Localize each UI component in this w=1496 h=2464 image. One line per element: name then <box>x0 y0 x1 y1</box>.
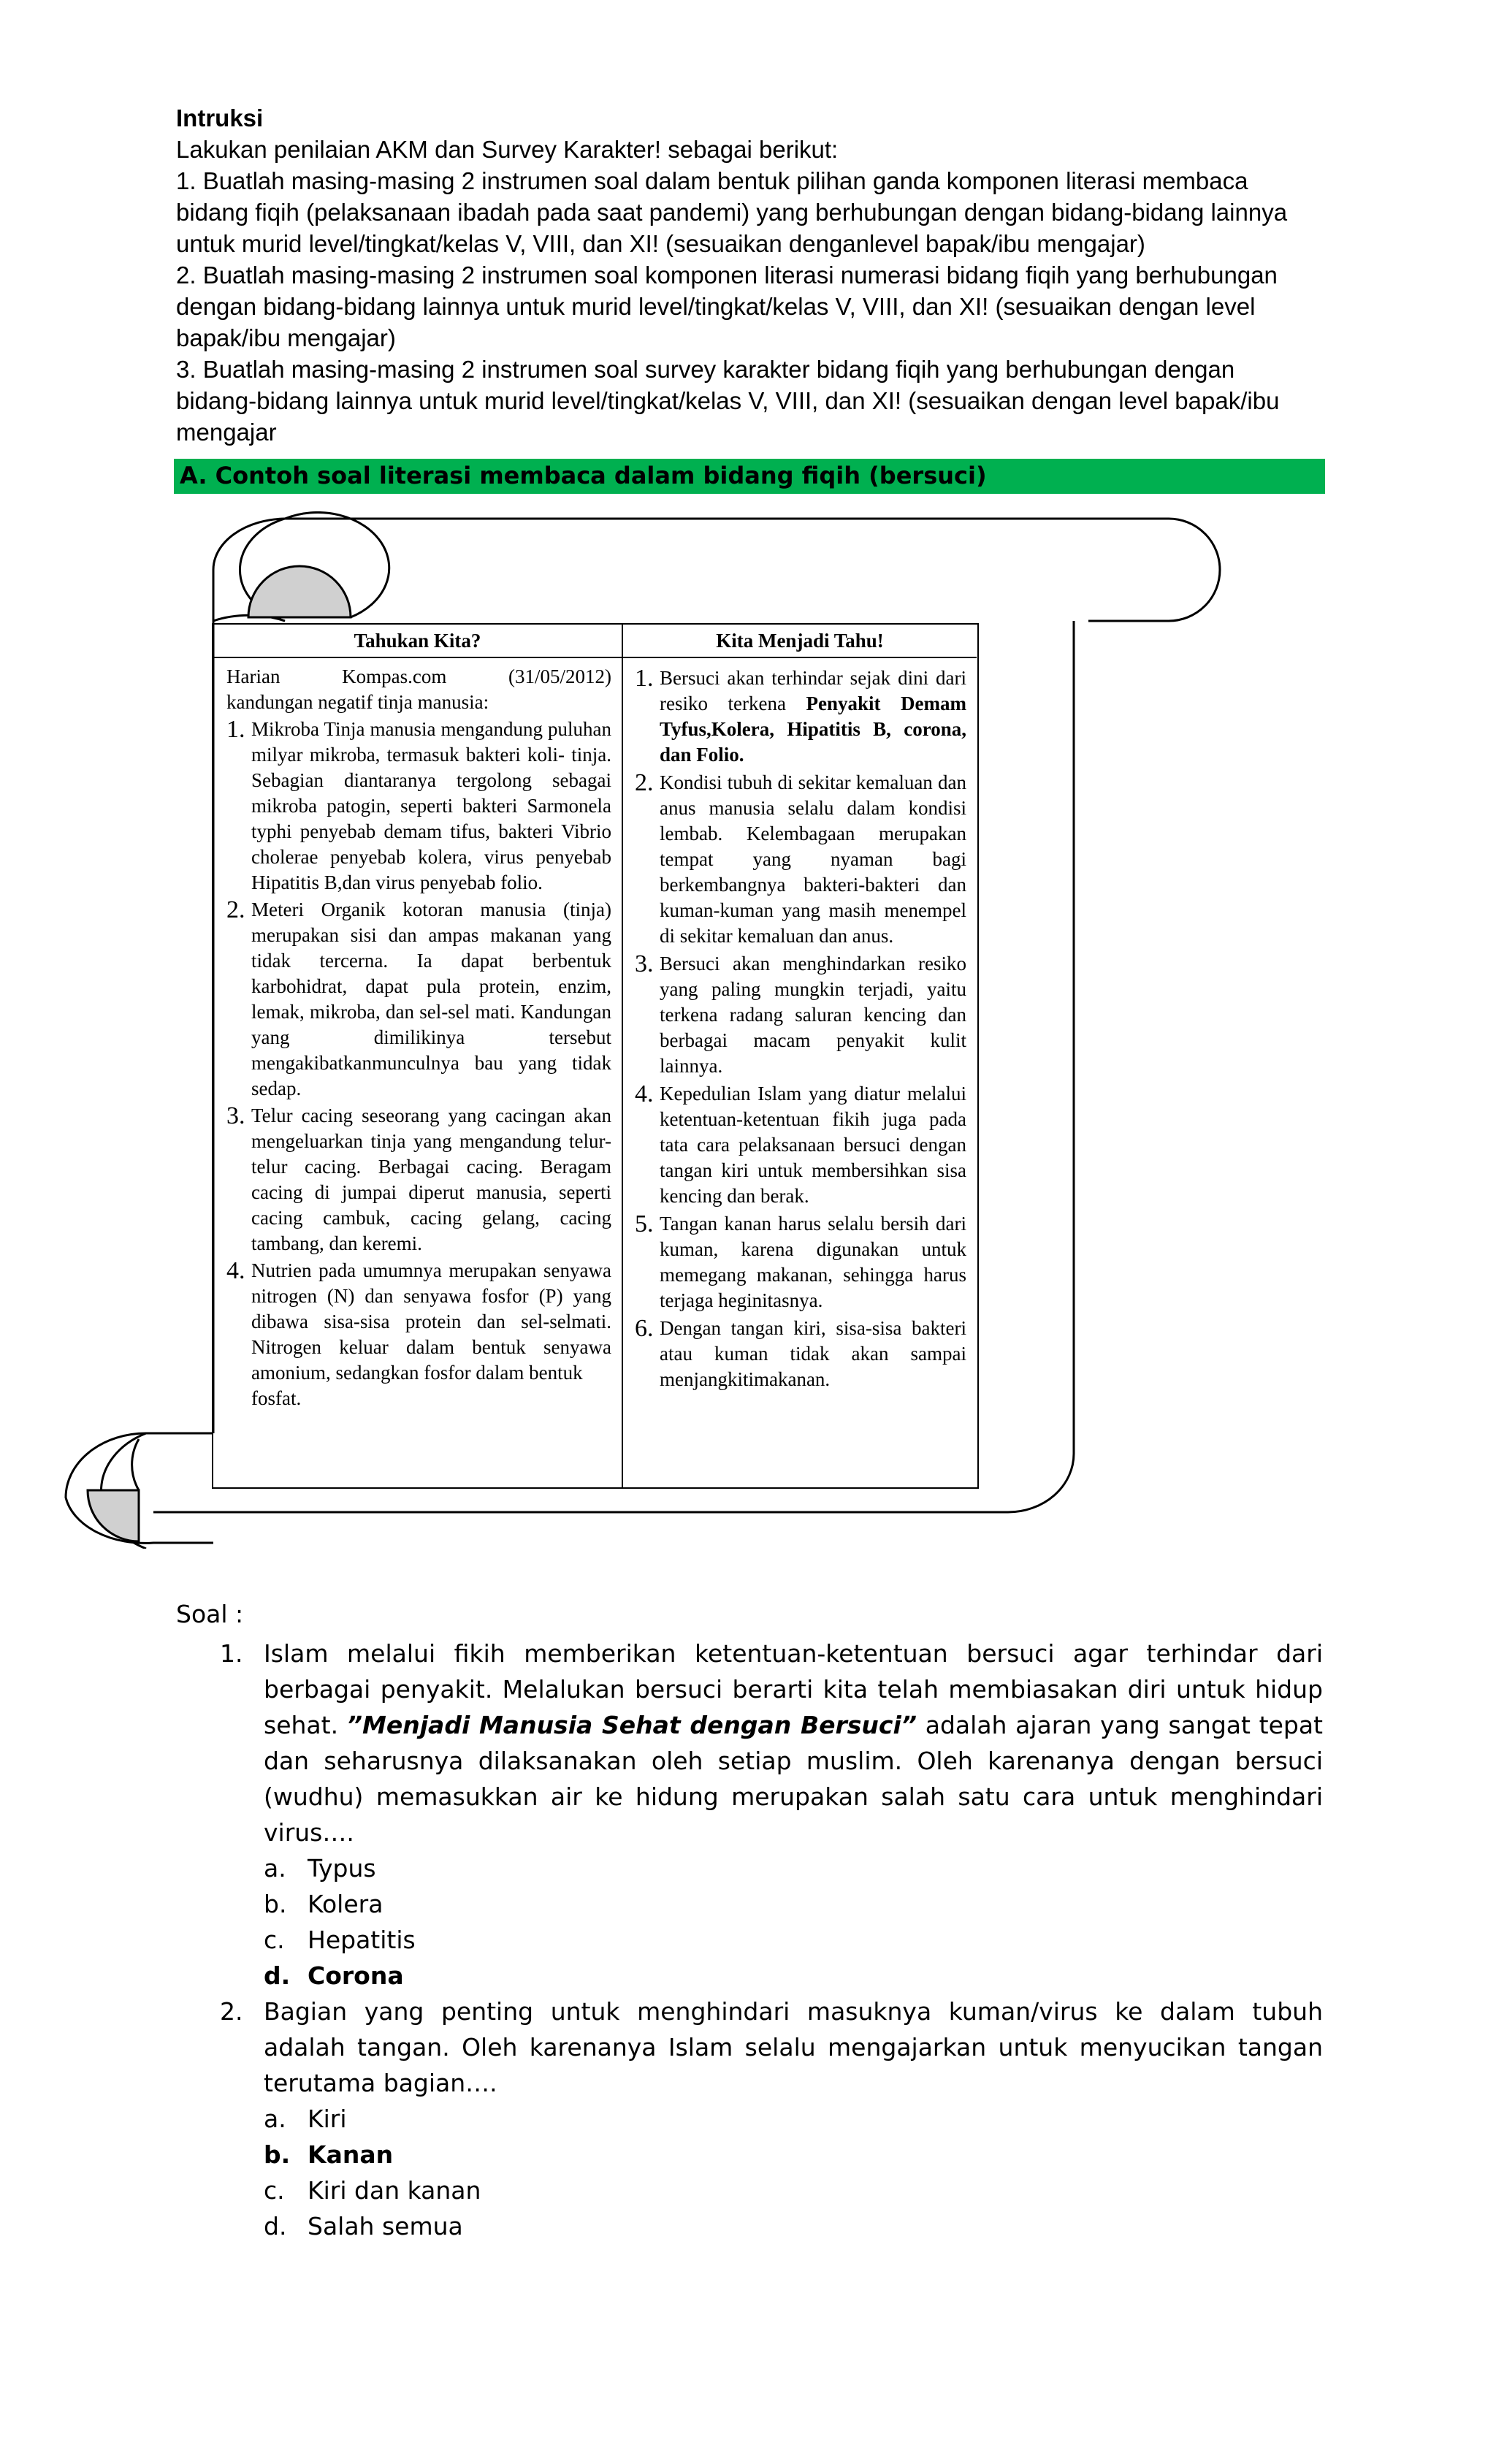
list-tail: fosfat. <box>251 1387 302 1409</box>
scroll-curl-bottom <box>88 1490 139 1541</box>
column-kita-menjadi-tahu <box>623 625 977 1487</box>
list-item: 3. Telur cacing seseorang yang cacingan akan mengeluarkan tinja yang mengandung telur-telur cacing. Berbagai cacing. Beragam cacing di jumpai diperut manusia, seperti cacing cambuk, cacing gelang, cacing tambang, dan keremi. <box>226 1102 611 1254</box>
list-item: 4. Nutrien pada umumnya merupakan senyawa nitrogen (N) dan senyawa fosfor (P) yang dibawa sisa-sisa protein dan sel-selmati. Nitrogen keluar dalam bentuk senyawa amonium, sedangkan fosfor dalam bentuk <box>226 1257 611 1384</box>
option-answer: b. Kanan <box>264 2140 394 2169</box>
column-header: Kita Menjadi Tahu! <box>623 625 977 658</box>
option: b. Kolera <box>264 1890 383 1918</box>
option: c. Hepatitis <box>264 1926 416 1954</box>
option: a. Typus <box>264 1854 376 1883</box>
instructions <box>176 102 1316 448</box>
option-answer: d. Corona <box>264 1961 404 1990</box>
list-item: 5. Tangan kanan harus selalu bersih dari kuman, karena digunakan untuk memegang makanan, sehingga harus terjaga heginitasnya. <box>635 1210 966 1311</box>
column-header: Tahukan Kita? <box>213 625 622 658</box>
list-item: 4. Kepedulian Islam yang diatur melalui ketentuan-ketentuan fikih juga pada tata cara pelaksanaan bersuci dengan tangan kiri untuk membersihkan sisa kencing dan berak. <box>635 1080 966 1207</box>
comparison-table <box>212 623 979 1489</box>
list-item: 3. Bersuci akan menghindarkan resiko yang paling mungkin terjadi, yaitu terkena radang saluran kencing dan berbagai macam penyakit kulit lainnya. <box>635 950 966 1077</box>
section-heading: A. Contoh soal literasi membaca dalam bidang fiqih (bersuci) <box>180 462 987 489</box>
option: d. Salah semua <box>264 2212 463 2240</box>
question-1: 1. Islam melalui fikih memberikan ketentuan-ketentuan bersuci agar terhindar dari berbagai penyakit. Melalukan bersuci berarti kita telah membiasakan diri untuk hidup sehat. ”Menjadi Manusia Sehat dengan Bersuci” adalah ajaran yang sangat tepat dan seharusnya dilaksanakan oleh setiap muslim. Oleh karenanya dengan bersuci (wudhu) memasukkan air ke hidung merupakan salah satu cara untuk menghindari virus…. <box>220 1639 1323 1847</box>
option: a. Kiri <box>264 2105 347 2133</box>
list-item: 1. Bersuci akan terhindar sejak dini dari resiko terkena Penyakit Demam Tyfus,Kolera, Hipatitis B, corona, dan Folio. <box>635 665 966 766</box>
list-item: 2. Meteri Organik kotoran manusia (tinja) merupakan sisi dan ampas makanan yang tidak tercerna. Ia dapat berbentuk karbohidrat, dapat pula protein, enzim, lemak, mikroba, dan sel-sel mati. Kandungan yang dimilikinya tersebut mengakibatkanmunculnya bau yang tidak sedap. <box>226 896 611 1099</box>
section-heading-bar <box>174 459 1325 494</box>
questions <box>176 1596 1323 2244</box>
instruction-item: 1. Buatlah masing-masing 2 instrumen soal dalam bentuk pilihan ganda komponen literasi membaca bidang fiqih (pelaksanaan ibadah pada saat pandemi) yang berhubungan dengan bidang-bidang lainnya untuk murid level/tingkat/kelas V, VIII, dan XI! (sesuaikan denganlevel bapak/ibu mengajar) <box>176 167 1288 257</box>
option: c. Kiri dan kanan <box>264 2176 481 2205</box>
question-2: 2. Bagian yang penting untuk menghindari masuknya kuman/virus ke dalam tubuh adalah tangan. Oleh karenanya Islam selalu mengajarkan untuk menyucikan tangan terutama bagian…. <box>220 1997 1323 2097</box>
instructions-lead: Lakukan penilaian AKM dan Survey Karakter! sebagai berikut: <box>176 136 839 163</box>
column-tahukan-kita <box>213 625 623 1487</box>
source-intro: kandungan negatif tinja manusia: <box>226 691 489 713</box>
instructions-title: Intruksi <box>176 104 264 131</box>
instruction-item: 2. Buatlah masing-masing 2 instrumen soal komponen literasi numerasi bidang fiqih yang berhubungan dengan bidang-bidang lainnya untuk murid level/tingkat/kelas V, VIII, dan XI! (sesuaikan dengan level bapak/ibu mengajar) <box>176 262 1278 351</box>
list-item: 6. Dengan tangan kiri, sisa-sisa bakteri atau kuman tidak akan sampai menjangkitimakanan. <box>635 1315 966 1390</box>
source-line: Harian Kompas.com (31/05/2012) <box>226 665 611 687</box>
scroll-curl-top <box>248 566 351 617</box>
list-item: 2. Kondisi tubuh di sekitar kemaluan dan anus manusia selalu dalam kondisi lembab. Kelembagaan merupakan tempat yang nyaman bagi berkembangnya bakteri-bakteri dan kuman-kuman yang masih menempel di sekitar kemaluan dan anus. <box>635 769 966 947</box>
questions-label: Soal : <box>176 1600 244 1628</box>
instruction-item: 3. Buatlah masing-masing 2 instrumen soal survey karakter bidang fiqih yang berhubungan dengan bidang-bidang lainnya untuk murid level/tingkat/kelas V, VIII, dan XI! (sesuaikan dengan level bapak/ibu mengajar <box>176 356 1280 446</box>
list-item: 1. Mikroba Tinja manusia mengandung puluhan milyar mikroba, termasuk bakteri koli- tinja. Sebagian diantaranya tergolong sebagai mikroba patogin, seperti bakteri Sarmonela typhi penyebab demam tifus, bakteri Vibrio cholerae penyebab kolera, virus penyebab Hipatitis B,dan virus penyebab folio. <box>226 716 611 893</box>
